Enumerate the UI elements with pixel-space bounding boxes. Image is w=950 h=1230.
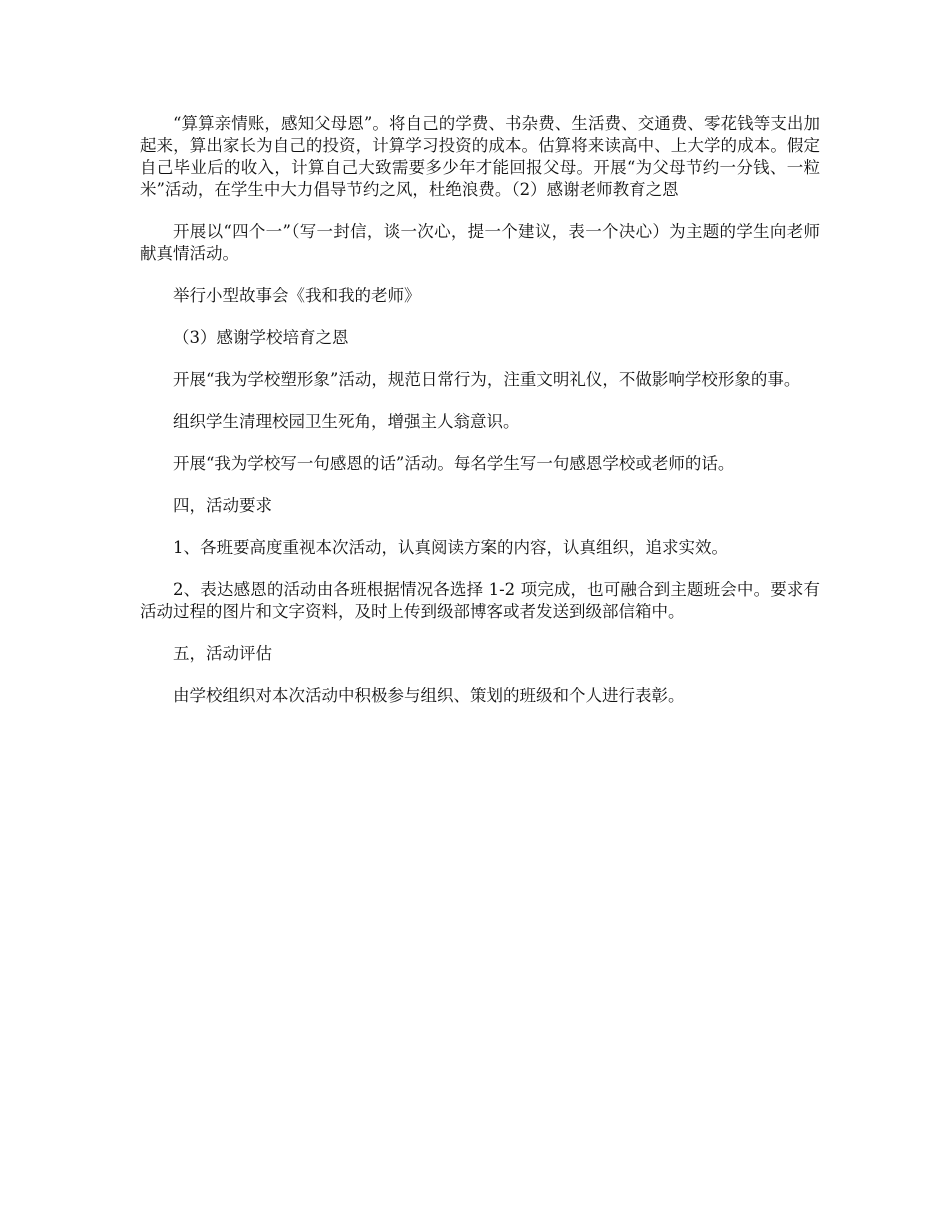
paragraph-campus-cleaning: 组织学生清理校园卫生死角，增强主人翁意识。 bbox=[173, 412, 520, 431]
paragraph-four-ones-activity: 开展以“四个一”（写一封信，谈一次心，提一个建议，表一个决心）为主题的学生向老师献真情活动。 bbox=[140, 222, 820, 263]
document-body bbox=[140, 113, 820, 727]
paragraph-gratitude-to-school-heading: （3）感谢学校培育之恩 bbox=[173, 328, 349, 347]
paragraph-school-image-activity: 开展“我为学校塑形象”活动，规范日常行为，注重文明礼仪，不做影响学校形象的事。 bbox=[173, 370, 801, 389]
paragraph-story-meeting: 举行小型故事会《我和我的老师》 bbox=[173, 286, 421, 305]
section-heading-requirements: 四，活动要求 bbox=[173, 496, 272, 515]
paragraph-evaluation: 由学校组织对本次活动中积极参与组织、策划的班级和个人进行表彰。 bbox=[173, 686, 685, 705]
paragraph-gratitude-sentence-activity: 开展“我为学校写一句感恩的话”活动。每名学生写一句感恩学校或老师的话。 bbox=[173, 454, 735, 473]
paragraph-gratitude-to-parents: “算算亲情账，感知父母恩”。将自己的学费、书杂费、生活费、交通费、零花钱等支出加起来，算出家长为自己的投资，计算学习投资的成本。估算将来读高中、上大学的成本。假定自己毕业后的收入，计算自己大致需要多少年才能回报父母。开展“为父母节约一分钱、一粒米”活动，在学生中大力倡导节约之风，杜绝浪费。（2）感谢老师教育之恩 bbox=[140, 114, 820, 199]
requirement-item-2: 2、表达感恩的活动由各班根据情况各选择 1-2 项完成，也可融合到主题班会中。要求有活动过程的图片和文字资料，及时上传到级部博客或者发送到级部信箱中。 bbox=[140, 580, 820, 621]
section-heading-evaluation: 五，活动评估 bbox=[173, 644, 272, 663]
requirement-item-1: 1、各班要高度重视本次活动，认真阅读方案的内容，认真组织，追求实效。 bbox=[173, 538, 728, 557]
